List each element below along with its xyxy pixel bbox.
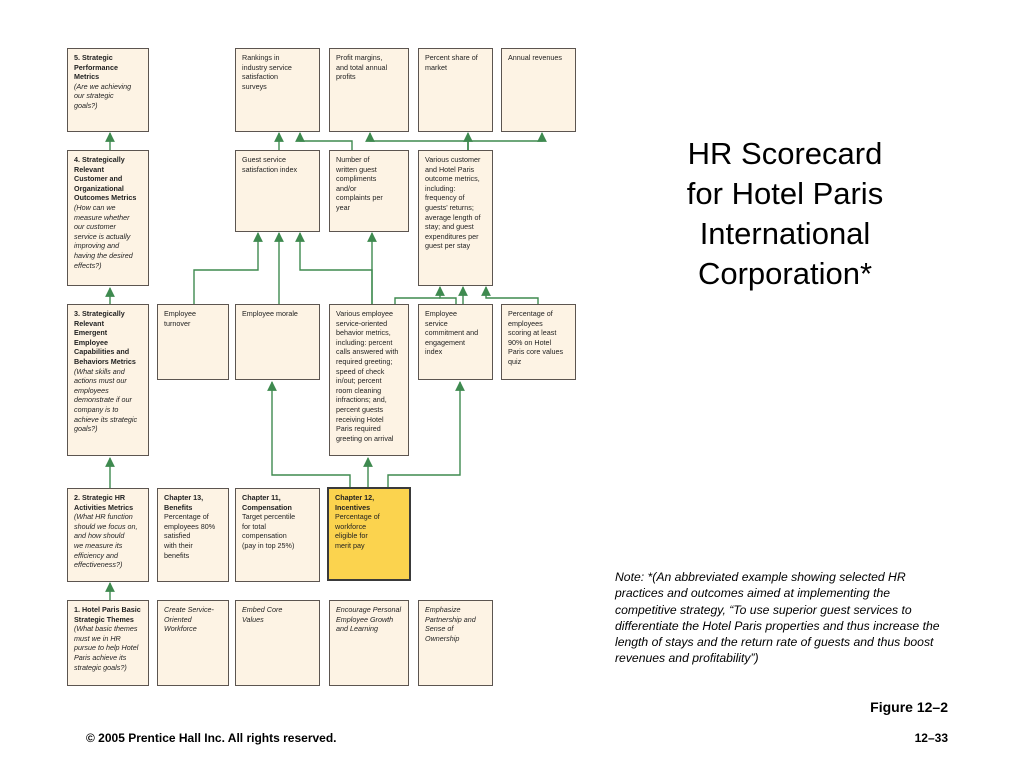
arrow-commitment-outcomes xyxy=(440,287,456,304)
level-3-box xyxy=(67,304,149,456)
level-1-question: (What basic themes must we in HR pursue to help Hotel Paris achieve its strategic goals?) xyxy=(74,624,139,672)
partnership-box xyxy=(418,600,493,686)
morale-box xyxy=(235,304,320,380)
behavior-metrics-text: Various employee service-oriented behavior metrics, including: percent calls answered with required greeting; speed of check in/out; percent room cleaning infractions; and, percent guests receiving Hotel Paris required greeting on arrival xyxy=(336,309,399,443)
guest-index-box xyxy=(235,150,320,232)
arrow-behavior-guest-index xyxy=(300,233,372,304)
compensation-box xyxy=(235,488,320,582)
benefits-box xyxy=(157,488,229,582)
incentives-title: Chapter 12, Incentives xyxy=(335,493,375,512)
level-5-box xyxy=(67,48,149,132)
growth-learning-box xyxy=(329,600,409,686)
compensation-title: Chapter 11, Compensation xyxy=(242,493,292,512)
guest-index-text: Guest service satisfaction index xyxy=(242,155,298,174)
core-values-box xyxy=(235,600,320,686)
annual-revenues-box xyxy=(501,48,576,132)
level-3-question: (What skills and actions must our employees demonstrate if our company is to achieve its strategic goals?) xyxy=(74,366,138,434)
level-2-question: (What HR function should we focus on, and how should we measure its efficiency and effectiveness?) xyxy=(74,512,138,570)
profit-margins-box xyxy=(329,48,409,132)
core-values-quiz-box xyxy=(501,304,576,380)
level-5-title: 5. Strategic Performance Metrics xyxy=(74,53,118,82)
arrow-compliments-rankings xyxy=(300,133,352,150)
benefits-text: Percentage of employees 80% satisfied with their benefits xyxy=(164,512,216,560)
core-values-text: Embed Core Values xyxy=(242,605,283,624)
customer-outcomes-box xyxy=(418,150,493,286)
page-number: 12–33 xyxy=(914,731,948,745)
arrow-turnover-guest-index xyxy=(194,233,258,304)
rankings-box xyxy=(235,48,320,132)
customer-outcomes-text: Various customer and Hotel Paris outcome metrics, including: frequency of guests’ returns; average length of stay; and guest expenditures per guest per stay xyxy=(425,155,481,251)
commitment-index-box xyxy=(418,304,493,380)
core-values-quiz-text: Percentage of employees scoring at least 90% on Hotel Paris core values quiz xyxy=(508,309,564,366)
market-share-text: Percent share of market xyxy=(425,53,478,72)
incentives-box xyxy=(327,487,411,581)
turnover-text: Employee turnover xyxy=(164,309,196,328)
commitment-index-text: Employee service commitment and engagement index xyxy=(425,309,479,357)
level-5-question: (Are we achieving our strategic goals?) xyxy=(74,81,132,110)
morale-text: Employee morale xyxy=(242,309,298,318)
figure-label: Figure 12–2 xyxy=(870,699,948,715)
service-workforce-box xyxy=(157,600,229,686)
profit-margins-text: Profit margins, and total annual profits xyxy=(336,53,388,82)
compliments-box xyxy=(329,150,409,232)
arrow-outcomes-profit xyxy=(370,133,468,150)
copyright: © 2005 Prentice Hall Inc. All rights reserved. xyxy=(86,731,337,745)
growth-learning-text: Encourage Personal Employee Growth and Learning xyxy=(336,605,402,634)
annual-revenues-text: Annual revenues xyxy=(508,53,562,62)
benefits-title: Chapter 13, Benefits xyxy=(164,493,204,512)
slide-note: Note: *(An abbreviated example showing selected HR practices and outcomes aimed at implementing the competitive strategy, “To use superior guest services to differentiate the Hotel Paris properties and thus increase the length of stays and the return rate of guests and thus boost revenues and profitability”) xyxy=(615,570,940,666)
slide-title: HR Scorecard for Hotel Paris International Corporation* xyxy=(686,136,884,291)
market-share-box xyxy=(418,48,493,132)
behavior-metrics-box xyxy=(329,304,409,456)
service-workforce-text: Create Service- Oriented Workforce xyxy=(164,605,214,634)
rankings-text: Rankings in industry service satisfaction surveys xyxy=(242,53,292,91)
compensation-text: Target percentile for total compensation (pay in top 25%) xyxy=(242,512,296,550)
arrow-outcomes-revenue xyxy=(468,133,542,150)
incentives-text: Percentage of workforce eligible for merit pay xyxy=(335,512,380,550)
arrow-quiz-outcomes xyxy=(486,287,538,304)
level-1-box xyxy=(67,600,149,686)
level-4-box xyxy=(67,150,149,286)
partnership-text: Emphasize Partnership and Sense of Ownership xyxy=(425,605,476,643)
level-1-title: 1. Hotel Paris Basic Strategic Themes xyxy=(74,605,141,624)
level-2-title: 2. Strategic HR Activities Metrics xyxy=(74,493,134,512)
level-4-title: 4. Strategically Relevant Customer and Organizational Outcomes Metrics xyxy=(74,155,137,203)
compliments-text: Number of written guest compliments and/or complaints per year xyxy=(336,155,383,212)
turnover-box xyxy=(157,304,229,380)
level-3-title: 3. Strategically Relevant Emergent Employee Capabilities and Behaviors Metrics xyxy=(74,309,136,366)
level-4-question: (How can we measure whether our customer service is actually improving and having the desired effects?) xyxy=(74,202,133,270)
level-2-box xyxy=(67,488,149,582)
